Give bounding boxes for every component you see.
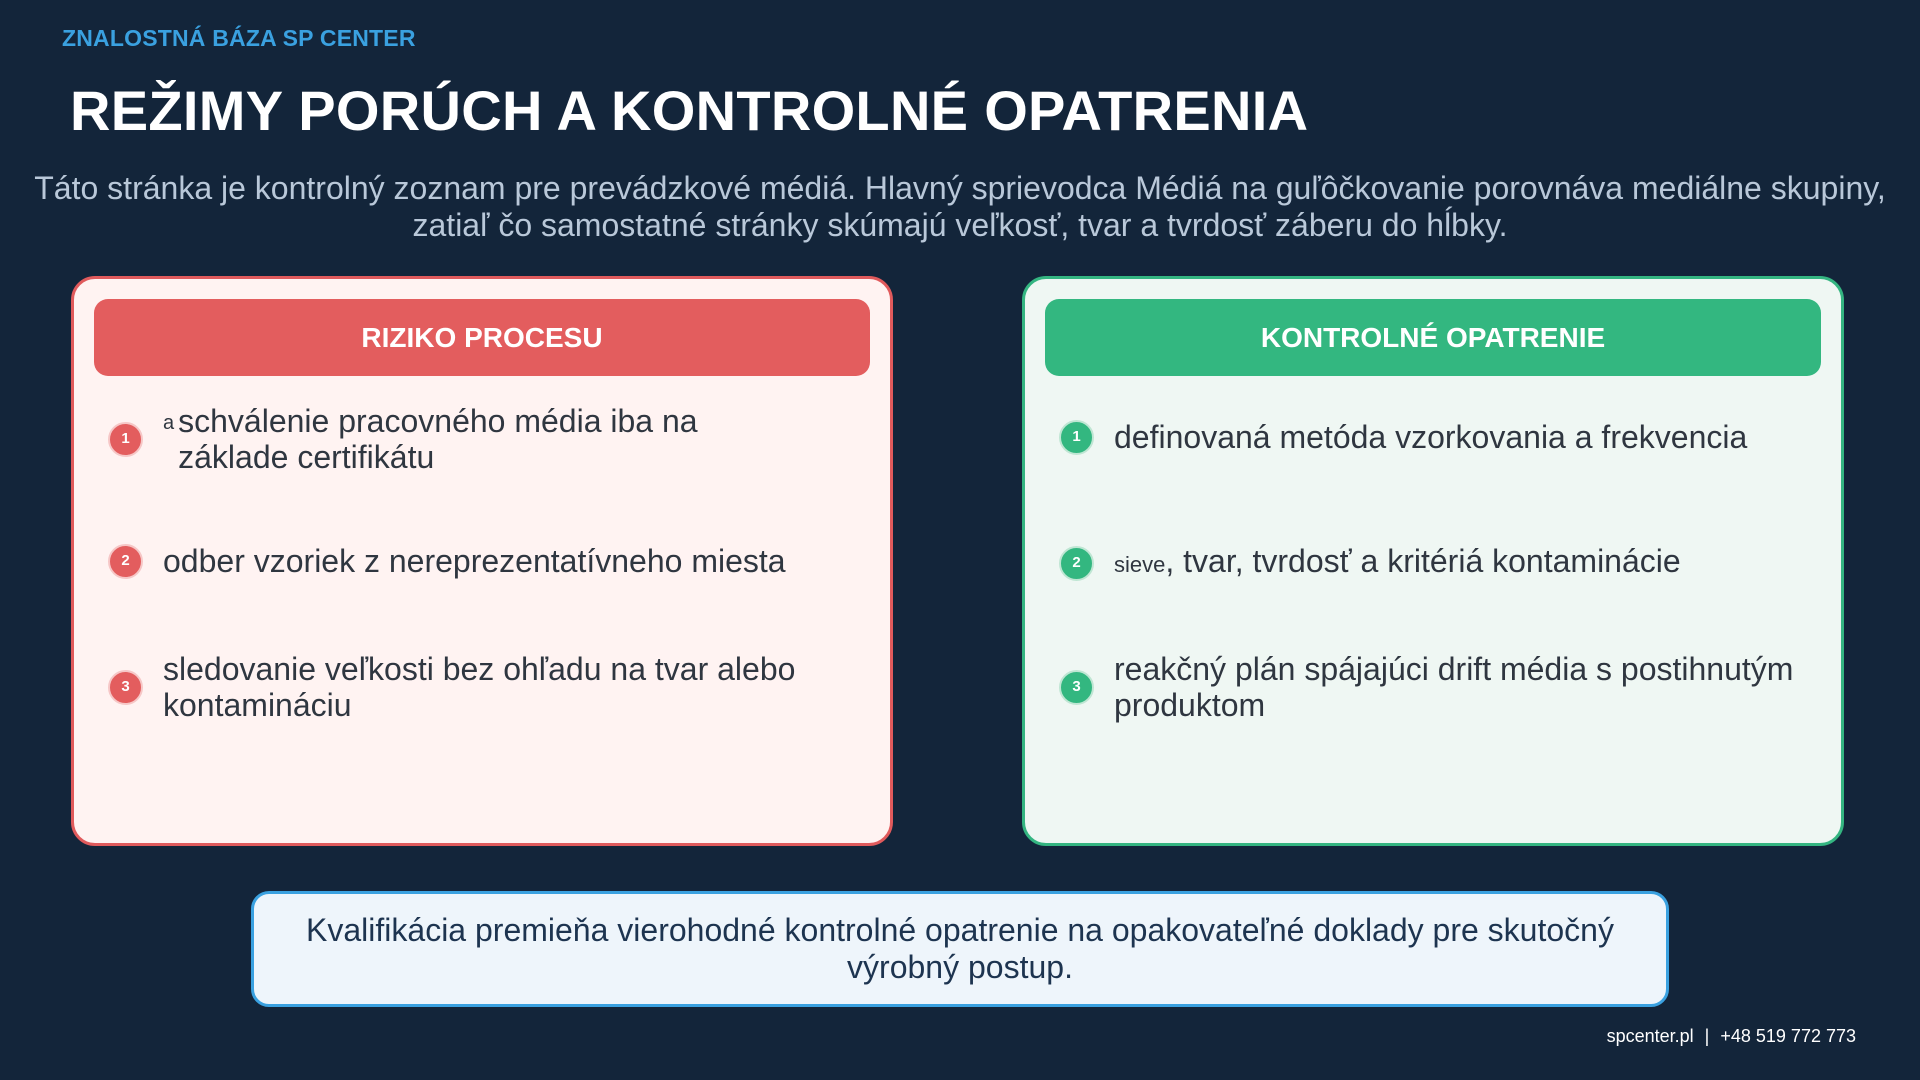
risk-item-text: odber vzoriek z nereprezentatívneho miesta bbox=[163, 543, 786, 579]
number-badge: 2 bbox=[108, 544, 143, 579]
control-item-prefix: sieve bbox=[1114, 552, 1166, 577]
control-item-2 bbox=[1059, 543, 1801, 583]
risk-item-1 bbox=[108, 403, 850, 475]
footer-site: spcenter.pl bbox=[1606, 1026, 1694, 1046]
number-badge: 3 bbox=[1059, 670, 1094, 705]
footer-contact bbox=[1607, 1026, 1856, 1047]
number-badge: 1 bbox=[1059, 420, 1094, 455]
intro-text: Táto stránka je kontrolný zoznam pre prevádzkové médiá. Hlavný sprievodca Médiá na guľôčkovanie porovnáva mediálne skupiny, zatiaľ čo samostatné stránky skúmajú veľkosť, tvar a tvrdosť záberu do hĺbky. bbox=[34, 170, 1886, 243]
control-item-text: definovaná metóda vzorkovania a frekvencia bbox=[1114, 419, 1748, 455]
number-badge: 1 bbox=[108, 422, 143, 457]
summary-callout bbox=[251, 891, 1669, 1007]
risk-item-2 bbox=[108, 543, 850, 579]
control-panel bbox=[1022, 276, 1844, 846]
risk-item-prefix: a bbox=[163, 412, 175, 434]
risk-panel bbox=[71, 276, 893, 846]
risk-panel-header: RIZIKO PROCESU bbox=[94, 299, 870, 376]
number-badge: 2 bbox=[1059, 546, 1094, 581]
footer-separator: | bbox=[1704, 1026, 1710, 1046]
control-item-text: , tvar, tvrdosť a kritériá kontaminácie bbox=[1165, 543, 1681, 579]
control-item-3 bbox=[1059, 651, 1801, 723]
page-title: REŽIMY PORÚCH A KONTROLNÉ OPATRENIA bbox=[70, 79, 1309, 142]
risk-item-text: sledovanie veľkosti bez ohľadu na tvar alebo kontamináciu bbox=[163, 651, 796, 723]
number-badge: 3 bbox=[108, 670, 143, 705]
callout-text: Kvalifikácia premieňa vierohodné kontrolné opatrenie na opakovateľné doklady pre skutočný výrobný postup. bbox=[306, 912, 1614, 985]
risk-item-text: schválenie pracovného média iba na základe certifikátu bbox=[178, 403, 698, 475]
footer-phone: +48 519 772 773 bbox=[1720, 1026, 1856, 1046]
kicker-label: ZNALOSTNÁ BÁZA SP CENTER bbox=[62, 25, 416, 51]
control-item-text: reakčný plán spájajúci drift média s postihnutým produktom bbox=[1114, 651, 1794, 723]
control-item-1 bbox=[1059, 419, 1801, 455]
risk-item-3 bbox=[108, 651, 850, 723]
control-panel-header: KONTROLNÉ OPATRENIE bbox=[1045, 299, 1821, 376]
